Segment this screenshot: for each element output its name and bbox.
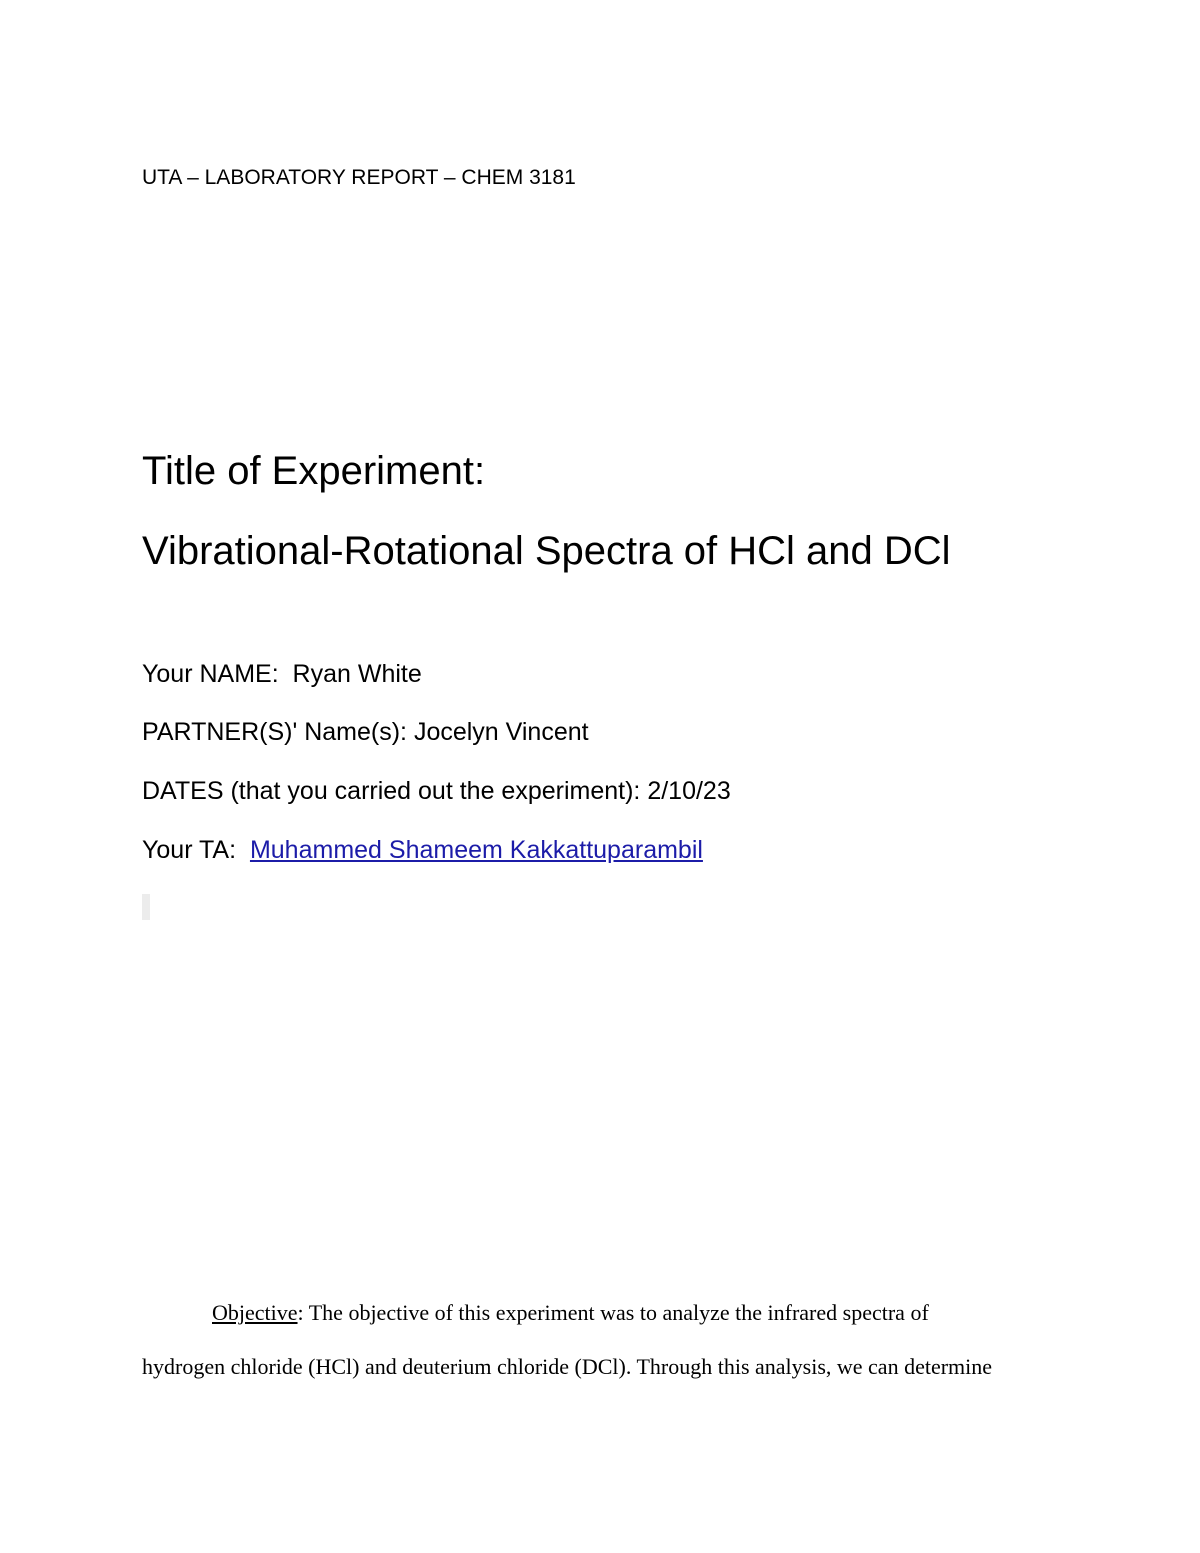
objective-paragraph-line-1: [212, 1300, 929, 1326]
dates-label: DATES (that you carried out the experiment):: [142, 777, 641, 805]
experiment-title-label: Title of Experiment:: [142, 449, 486, 493]
objective-paragraph-line-2: hydrogen chloride (HCl) and deuterium chloride (DCl). Through this analysis, we can determine: [142, 1354, 993, 1379]
ta-name-link[interactable]: Muhammed Shameem Kakkattuparambil: [249, 836, 703, 864]
ta-label: Your TA:: [142, 836, 237, 864]
partner-name-label: PARTNER(S)' Name(s):: [142, 718, 407, 746]
partner-name-field: [142, 718, 589, 747]
student-name-value: Ryan White: [292, 660, 422, 688]
experiment-title: Vibrational-Rotational Spectra of HCl and DCl: [142, 529, 951, 573]
ta-field: [142, 836, 703, 865]
student-name-field: [142, 660, 422, 689]
dates-field: [142, 777, 731, 806]
text-cursor-marker: [142, 894, 150, 920]
partner-name-value: Jocelyn Vincent: [413, 718, 589, 746]
objective-label: Objective: [212, 1300, 298, 1325]
dates-value: 2/10/23: [647, 777, 731, 805]
student-name-label: Your NAME:: [142, 660, 279, 688]
objective-text-1: : The objective of this experiment was to analyze the infrared spectra of: [297, 1300, 929, 1325]
course-header: UTA – LABORATORY REPORT – CHEM 3181: [142, 166, 576, 189]
